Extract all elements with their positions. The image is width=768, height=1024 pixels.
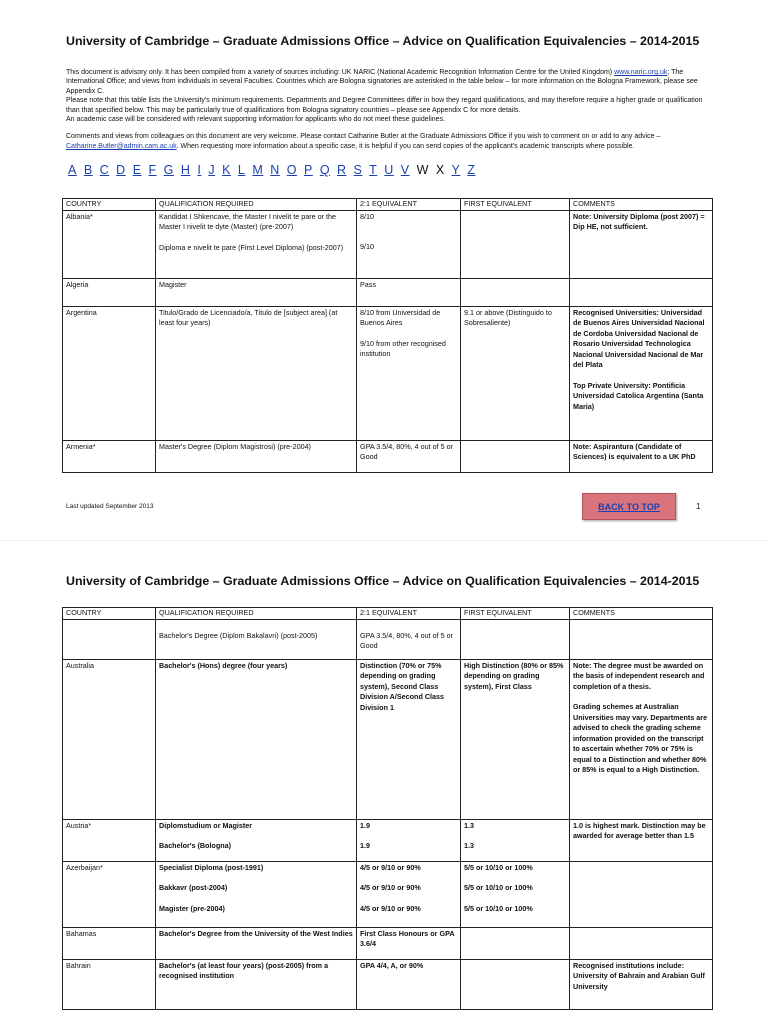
- cell-first: 5/5 or 10/10 or 100% 5/5 or 10/10 or 100% 5/5 or 10/10 or 100%: [461, 861, 570, 927]
- alpha-link-k[interactable]: K: [222, 163, 231, 177]
- cell-country: Bahrain: [63, 959, 156, 1009]
- alpha-link-e[interactable]: E: [132, 163, 142, 177]
- table-row: [63, 861, 713, 927]
- last-updated-text: Last updated September 2013: [66, 503, 154, 510]
- table-row: [63, 278, 713, 306]
- cell-two-one: 4/5 or 9/10 or 90% 4/5 or 9/10 or 90% 4/5 or 9/10 or 90%: [357, 861, 461, 927]
- alpha-link-q[interactable]: Q: [319, 163, 331, 177]
- header-qualification: QUALIFICATION REQUIRED: [156, 608, 357, 620]
- alpha-link-h[interactable]: H: [180, 163, 191, 177]
- cell-two-one: First Class Honours or GPA 3.6/4: [357, 927, 461, 959]
- alpha-link-z[interactable]: Z: [467, 163, 476, 177]
- header-comments: COMMENTS: [570, 608, 713, 620]
- header-comments: COMMENTS: [570, 199, 713, 211]
- equivalency-table-page-2: [62, 607, 713, 1010]
- cell-first: 1.3 1.3: [461, 819, 570, 861]
- cell-first: [461, 619, 570, 659]
- intro-text: [66, 68, 716, 151]
- cell-qualification: Master's Degree (Diplom Magistrosi) (pre-2004): [156, 440, 357, 472]
- table-header-row: [63, 199, 713, 211]
- cell-qualification: Titulo/Grado de Licenciado/a, Titulo de [subject area] (at least four years): [156, 306, 357, 440]
- page-number: 1: [696, 502, 701, 511]
- header-two-one: 2:1 EQUIVALENT: [357, 608, 461, 620]
- naric-link[interactable]: www.naric.org.uk: [614, 69, 668, 76]
- header-first: FIRST EQUIVALENT: [461, 199, 570, 211]
- cell-two-one: 8/10 from Universidad de Buenos Aires 9/10 from other recognised institution: [357, 306, 461, 440]
- alpha-link-d[interactable]: D: [116, 163, 126, 177]
- intro-paragraph-4: Comments and views from colleagues on this document are very welcome. Please contact Catharine Butler at the Graduate Admissions Office if you wish to comment on or add to any advice – Catharine.Butler@admin.cam.ac.uk. When requesting more information about a specific case, it is helpful if you can send copies of the applicant's academic transcripts where possible.: [66, 133, 661, 150]
- cell-two-one: 1.9 1.9: [357, 819, 461, 861]
- cell-two-one: Distinction (70% or 75% depending on grading system), Second Class Division A/Second Class Division 1: [357, 659, 461, 819]
- cell-country: [63, 619, 156, 659]
- cell-comments: Note: The degree must be awarded on the basis of independent research and completion of a thesis. Grading schemes at Australian Universities may vary. Departments are advised to check the grading scheme information provided on the transcript to ascertain whether 70% or 75% is equal to a Distinction and whether 80% or 85% is equal to a High Distinction.: [570, 659, 713, 819]
- cell-qualification: Bachelor's Degree (Diplom Bakalavri) (post-2005): [156, 619, 357, 659]
- intro-paragraph-3: An academic case will be considered with relevant supporting information for applicants who do not meet these guidelines.: [66, 116, 445, 124]
- cell-comments: Note: University Diploma (post 2007) = Dip HE, not sufficient.: [570, 210, 713, 278]
- cell-country: Austria*: [63, 819, 156, 861]
- alpha-link-t[interactable]: T: [369, 163, 378, 177]
- page-title: University of Cambridge – Graduate Admissions Office – Advice on Qualification Equivalencies – 2014-2015: [66, 574, 700, 588]
- table-row: [63, 819, 713, 861]
- cell-two-one: GPA 4/4, A, or 90%: [357, 959, 461, 1009]
- cell-qualification: Bachelor's (at least four years) (post-2005) from a recognised institution: [156, 959, 357, 1009]
- cell-country: Albania*: [63, 210, 156, 278]
- header-qualification: QUALIFICATION REQUIRED: [156, 199, 357, 211]
- cell-qualification: Bachelor's Degree from the University of the West Indies: [156, 927, 357, 959]
- alpha-link-y[interactable]: Y: [451, 163, 461, 177]
- alpha-link-c[interactable]: C: [99, 163, 110, 177]
- alpha-link-r[interactable]: R: [337, 163, 347, 177]
- alpha-link-p[interactable]: P: [303, 163, 313, 177]
- alpha-link-u[interactable]: U: [384, 163, 394, 177]
- table-row: [63, 619, 713, 659]
- header-first: FIRST EQUIVALENT: [461, 608, 570, 620]
- cell-comments: Note: Aspirantura (Candidate of Sciences) is equivalent to a UK PhD: [570, 440, 713, 472]
- cell-country: Algeria: [63, 278, 156, 306]
- table-header-row: [63, 608, 713, 620]
- table-row: [63, 210, 713, 278]
- alpha-link-j[interactable]: J: [208, 163, 216, 177]
- intro-paragraph-1: This document is advisory only. It has been compiled from a variety of sources including: UK NARIC (National Academic Recognition Information Centre for the United Kingdom) www.naric.org.uk; The International Office; and views from individuals in several Faculties. Countries which are Bologna signatories are asterisked in the table below – for more information on the Bologna Framework, please see Appendix C.: [66, 69, 698, 95]
- alphabet-index: [68, 163, 478, 177]
- intro-paragraph-2: Please note that this table lists the University's minimum requirements. Departments and Degree Committees differ in how they regard qualifications, and may therefore require a higher grade or qualification than that specified below. This may be particularly true of qualifications from Bologna signatory countries – please see Appendix C for more details.: [66, 97, 703, 114]
- page-divider: [0, 540, 768, 541]
- back-to-top-button[interactable]: BACK TO TOP: [582, 493, 676, 520]
- contact-email-link[interactable]: Catharine.Butler@admin.cam.ac.uk: [66, 142, 177, 150]
- cell-two-one: 8/10 9/10: [357, 210, 461, 278]
- cell-first: [461, 927, 570, 959]
- cell-comments: Recognised Universities: Universidad de Buenos Aires Universidad Nacional de Cordoba Universidad Nacional de Rosario Universidad Technologica Nacional Universidad Nacional de Mar del Plata Top Private University: Pontificia Universidad Catolica Argentina (Santa Maria): [570, 306, 713, 440]
- alpha-link-b[interactable]: B: [83, 163, 93, 177]
- cell-comments: [570, 278, 713, 306]
- cell-country: Azerbaijan*: [63, 861, 156, 927]
- cell-comments: 1.0 is highest mark. Distinction may be awarded for average better than 1.5: [570, 819, 713, 861]
- alpha-link-g[interactable]: G: [163, 163, 174, 177]
- header-two-one: 2:1 EQUIVALENT: [357, 199, 461, 211]
- cell-first: 9.1 or above (Distinguido to Sobresaliente): [461, 306, 570, 440]
- alpha-link-v[interactable]: V: [400, 163, 410, 177]
- alpha-letter-x: X: [435, 163, 445, 177]
- cell-country: Australia: [63, 659, 156, 819]
- cell-first: [461, 440, 570, 472]
- alpha-link-o[interactable]: O: [286, 163, 297, 177]
- cell-two-one: GPA 3.5/4, 80%, 4 out of 5 or Good: [357, 619, 461, 659]
- cell-qualification: Magister: [156, 278, 357, 306]
- cell-first: [461, 959, 570, 1009]
- alpha-link-l[interactable]: L: [237, 163, 246, 177]
- cell-country: Armenia*: [63, 440, 156, 472]
- cell-two-one: Pass: [357, 278, 461, 306]
- cell-qualification: Specialist Diploma (post-1991) Bakkavr (post-2004) Magister (pre-2004): [156, 861, 357, 927]
- cell-first: [461, 210, 570, 278]
- alpha-letter-w: W: [416, 163, 429, 177]
- cell-comments: [570, 861, 713, 927]
- cell-first: [461, 278, 570, 306]
- table-row: [63, 659, 713, 819]
- equivalency-table-page-1: [62, 198, 713, 473]
- cell-comments: [570, 927, 713, 959]
- cell-qualification: Kandidat I Shkencave, the Master I nivelit te pare or the Master I nivelit te dyte (Master) (pre-2007) Diploma e nivelit te pare (First Level Diploma) (post-2007): [156, 210, 357, 278]
- alpha-link-f[interactable]: F: [148, 163, 157, 177]
- alpha-link-s[interactable]: S: [353, 163, 363, 177]
- table-row: [63, 927, 713, 959]
- cell-comments: Recognised institutions include: University of Bahrain and Arabian Gulf University: [570, 959, 713, 1009]
- alpha-link-m[interactable]: M: [252, 163, 264, 177]
- table-row: [63, 959, 713, 1009]
- header-country: COUNTRY: [63, 199, 156, 211]
- header-country: COUNTRY: [63, 608, 156, 620]
- cell-country: Argentina: [63, 306, 156, 440]
- table-row: [63, 440, 713, 472]
- alpha-link-a[interactable]: A: [68, 163, 77, 177]
- cell-country: Bahamas: [63, 927, 156, 959]
- cell-qualification: Diplomstudium or Magister Bachelor's (Bologna): [156, 819, 357, 861]
- alpha-link-i[interactable]: I: [197, 163, 202, 177]
- page-title: University of Cambridge – Graduate Admissions Office – Advice on Qualification Equivalencies – 2014-2015: [66, 34, 700, 48]
- cell-qualification: Bachelor's (Hons) degree (four years): [156, 659, 357, 819]
- cell-two-one: GPA 3.5/4, 80%, 4 out of 5 or Good: [357, 440, 461, 472]
- cell-first: High Distinction (80% or 85% depending on grading system), First Class: [461, 659, 570, 819]
- cell-comments: [570, 619, 713, 659]
- alpha-link-n[interactable]: N: [270, 163, 280, 177]
- table-row: [63, 306, 713, 440]
